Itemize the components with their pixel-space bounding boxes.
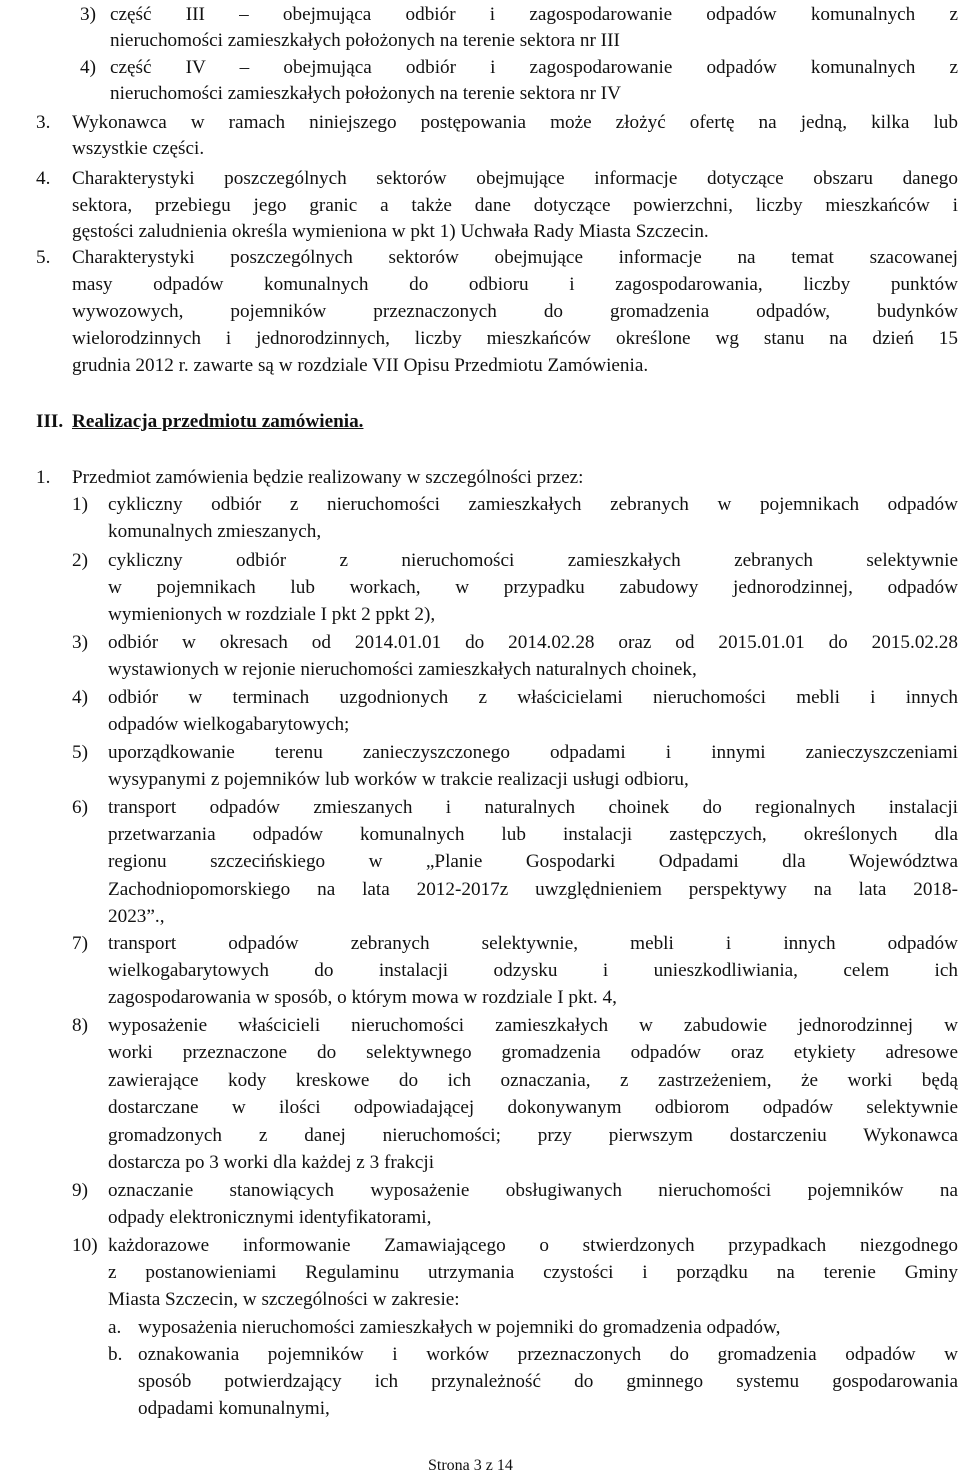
list-item-number: 5. xyxy=(36,247,51,268)
section-number: III. xyxy=(36,411,64,432)
list-item-number: 7) xyxy=(72,933,88,954)
list-item-line: grudnia 2012 r. zawarte są w rozdziale VII Opisu Przedmiotu Zamówienia. xyxy=(72,355,649,376)
list-item-line: Miasta Szczecin, w szczególności w zakresie: xyxy=(108,1289,460,1310)
list-item-number: 1) xyxy=(72,494,88,515)
list-item-line: Zachodniopomorskiego na lata 2012-2017z uwzględnieniem perspektywy na lata 2018- xyxy=(108,880,958,900)
list-item-line: sektora, przebiegu jego granic a także dane dotyczące powierzchni, liczby mieszkańców i xyxy=(72,196,958,216)
list-item-line: worki przeznaczone do selektywnego gromadzenia odpadów oraz etykiety adresowe xyxy=(108,1043,958,1063)
list-item-line: nieruchomości zamieszkałych położonych na terenie sektora nr IV xyxy=(110,83,621,104)
list-item-line: wymienionych w rozdziale I pkt 2 ppkt 2), xyxy=(108,604,436,625)
list-item-line: wszystkie części. xyxy=(72,138,205,159)
list-item-line: wystawionych w rejonie nieruchomości zamieszkałych naturalnych choinek, xyxy=(108,659,697,680)
list-item-line: gromadzonych z danej nieruchomości; przy pierwszym dostarczeniu Wykonawca xyxy=(108,1126,958,1146)
list-item-line: sposób potwierdzający ich przynależność do gminnego systemu gospodarowania xyxy=(138,1372,958,1392)
list-item-number: 4. xyxy=(36,168,51,189)
list-item-line: nieruchomości zamieszkałych położonych na terenie sektora nr III xyxy=(110,30,620,51)
list-item-line: w pojemnikach lub workach, w przypadku zabudowy jednorodzinnej, odpadów xyxy=(108,578,958,598)
list-item-line: gęstości zaludnienia określa wymieniona w pkt 1) Uchwała Rady Miasta Szczecin. xyxy=(72,221,709,242)
list-item-number: a. xyxy=(108,1317,122,1338)
list-item-line: Przedmiot zamówienia będzie realizowany w szczególności przez: xyxy=(72,467,584,488)
list-item-line: oznaczanie stanowiących wyposażenie obsługiwanych nieruchomości pojemników na xyxy=(108,1181,958,1201)
list-item-line: odpadów wielkogabarytowych; xyxy=(108,714,350,735)
list-item-line: dostarcza po 3 worki dla każdej z 3 frakcji xyxy=(108,1152,435,1173)
list-item-line: odbiór w terminach uzgodnionych z właścicielami nieruchomości mebli i innych xyxy=(108,688,958,708)
list-item-number: 3. xyxy=(36,112,51,133)
list-item-number: 3) xyxy=(72,632,88,653)
list-item-line: Charakterystyki poszczególnych sektorów obejmujące informacje dotyczące obszaru danego xyxy=(72,169,958,189)
list-item-line: oznakowania pojemników i worków przeznaczonych do gromadzenia odpadów w xyxy=(138,1345,958,1365)
list-item-line: odbiór w okresach od 2014.01.01 do 2014.02.28 oraz od 2015.01.01 do 2015.02.28 xyxy=(108,633,958,653)
list-item-line: dostarczane w ilości odpowiadającej dokonywanym odbiorom odpadów selektywnie xyxy=(108,1098,958,1118)
list-item-number: 2) xyxy=(72,550,88,571)
list-item-line: masy odpadów komunalnych do odbioru i zagospodarowania, liczby punktów xyxy=(72,275,958,295)
list-item-line: wielkogabarytowych do instalacji odzysku i unieszkodliwiania, celem ich xyxy=(108,961,958,981)
list-item-line: 2023”., xyxy=(108,906,165,927)
list-item-line: Wykonawca w ramach niniejszego postępowania może złożyć ofertę na jedną, kilka lub xyxy=(72,113,958,133)
list-item-line: cykliczny odbiór z nieruchomości zamieszkałych zebranych w pojemnikach odpadów xyxy=(108,495,958,515)
list-item-line: część III – obejmująca odbiór i zagospodarowanie odpadów komunalnych z xyxy=(110,5,958,25)
list-item-number: 9) xyxy=(72,1180,88,1201)
list-item-number: b. xyxy=(108,1344,123,1365)
list-item-line: transport odpadów zmieszanych i naturalnych choinek do regionalnych instalacji xyxy=(108,798,958,818)
list-item-line: zawierające kody kreskowe do ich oznaczania, z zastrzeżeniem, że worki będą xyxy=(108,1071,958,1091)
list-item-number: 6) xyxy=(72,797,88,818)
list-item-line: zagospodarowania w sposób, o którym mowa w rozdziale I pkt. 4, xyxy=(108,987,617,1008)
list-item-line: wywozowych, pojemników przeznaczonych do gromadzenia odpadów, budynków xyxy=(72,302,958,322)
list-item-line: część IV – obejmująca odbiór i zagospodarowanie odpadów komunalnych z xyxy=(110,58,958,78)
list-item-line: uporządkowanie terenu zanieczyszczonego odpadami i innymi zanieczyszczeniami xyxy=(108,743,958,763)
list-item-line: odpady elektronicznymi identyfikatorami, xyxy=(108,1207,432,1228)
list-item-line: regionu szczecińskiego w „Planie Gospodarki Odpadami dla Województwa xyxy=(108,852,958,872)
list-item-line: Charakterystyki poszczególnych sektorów obejmujące informacje na temat szacowanej xyxy=(72,248,958,268)
list-item-line: każdorazowe informowanie Zamawiającego o stwierdzonych przypadkach niezgodnego xyxy=(108,1236,958,1256)
list-item-line: przetwarzania odpadów komunalnych lub instalacji zastępczych, określonych dla xyxy=(108,825,958,845)
list-item-line: wyposażenie właścicieli nieruchomości zamieszkałych w zabudowie jednorodzinnej w xyxy=(108,1016,958,1036)
list-item-number: 8) xyxy=(72,1015,88,1036)
list-item-number: 10) xyxy=(72,1235,98,1256)
list-item-line: cykliczny odbiór z nieruchomości zamieszkałych zebranych selektywnie xyxy=(108,551,958,571)
list-item-line: z postanowieniami Regulaminu utrzymania czystości i porządku na terenie Gminy xyxy=(108,1263,958,1283)
list-item-line: wyposażenia nieruchomości zamieszkałych w pojemniki do gromadzenia odpadów, xyxy=(138,1317,781,1338)
list-item-line: wysypanymi z pojemników lub worków w trakcie realizacji usługi odbioru, xyxy=(108,769,689,790)
section-title: Realizacja przedmiotu zamówienia. xyxy=(72,411,364,432)
list-item-number: 5) xyxy=(72,742,88,763)
list-item-number: 4) xyxy=(72,687,88,708)
list-item-number: 3) xyxy=(80,4,96,25)
page-number-footer: Strona 3 z 14 xyxy=(428,1457,513,1474)
list-item-number: 1. xyxy=(36,467,51,488)
list-item-number: 4) xyxy=(80,57,96,78)
list-item-line: odpadami komunalnymi, xyxy=(138,1398,330,1419)
list-item-line: wielorodzinnych i jednorodzinnych, liczby mieszkańców określone wg stanu na dzień 15 xyxy=(72,329,958,349)
list-item-line: komunalnych zmieszanych, xyxy=(108,521,322,542)
list-item-line: transport odpadów zebranych selektywnie, mebli i innych odpadów xyxy=(108,934,958,954)
